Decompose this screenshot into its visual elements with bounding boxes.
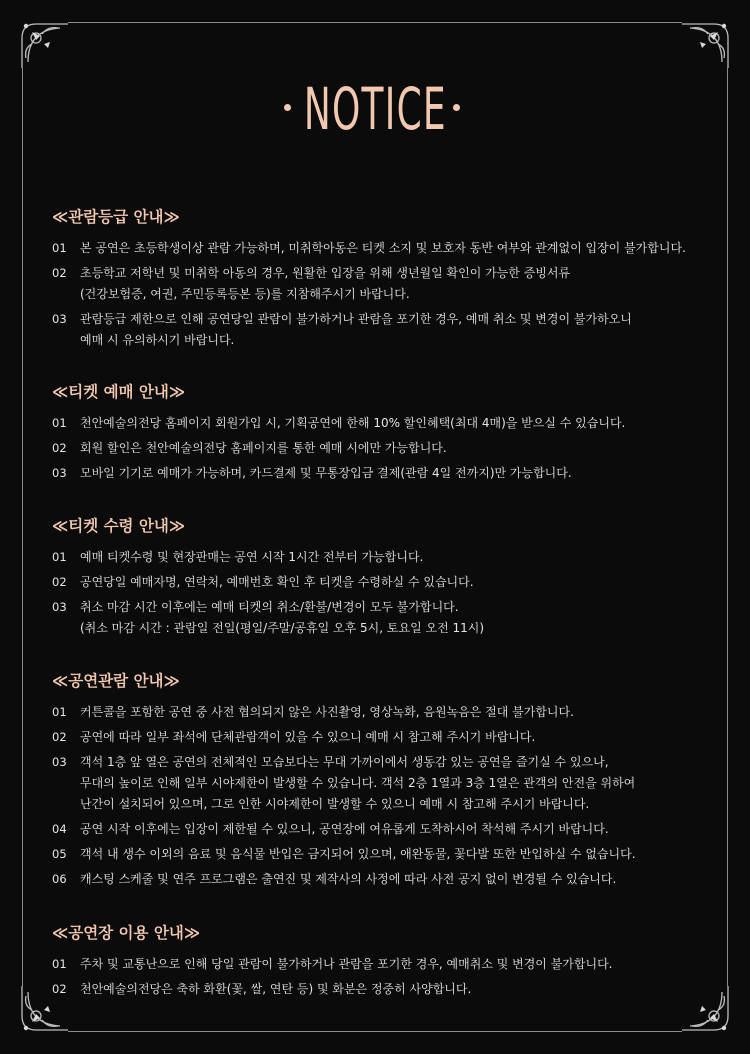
notice-item	[52, 463, 722, 484]
item-text-line: 캐스팅 스케줄 및 연주 프로그램은 출연진 및 제작사의 사정에 따라 사전 공지 없이 변경될 수 있습니다.	[80, 872, 617, 886]
item-text	[80, 572, 722, 593]
notice-item	[52, 438, 722, 459]
item-text	[80, 702, 722, 723]
item-text-line: 객석 내 생수 이외의 음료 및 음식물 반입은 금지되어 있으며, 애완동물, 꽃다발 또한 반입하실 수 없습니다.	[80, 847, 636, 861]
item-text-line: 무대의 높이로 인해 일부 시야제한이 발생할 수 있습니다. 객석 2층 1열과 3층 1열은 관객의 안전을 위하여	[80, 776, 636, 790]
item-text-line: 초등학교 저학년 및 미취학 아동의 경우, 원활한 입장을 위해 생년월일 확인이 가능한 증빙서류	[80, 266, 571, 280]
section-heading: ≪티켓 예매 안내≫	[52, 383, 186, 401]
section-heading: ≪공연관람 안내≫	[52, 672, 180, 690]
item-text-line: 예매 티켓수령 및 현장판매는 공연 시작 1시간 전부터 가능합니다.	[80, 550, 424, 564]
item-text-line: 예매 시 유의하시기 바랍니다.	[80, 333, 235, 347]
item-number: 01	[52, 416, 67, 430]
notice-item	[52, 309, 722, 351]
item-text	[80, 819, 722, 840]
item-text-line: 천안예술의전당 홈페이지 회원가입 시, 기획공연에 한해 10% 할인혜택(최대 4매)을 받으실 수 있습니다.	[80, 416, 626, 430]
item-number: 01	[52, 550, 67, 564]
item-text-line: 본 공연은 초등학생이상 관람 가능하며, 미취학아동은 티켓 소지 및 보호자 동반 여부와 관계없이 입장이 불가합니다.	[80, 241, 686, 255]
item-text	[80, 238, 722, 259]
title-dot-right	[453, 104, 460, 111]
item-number: 02	[52, 575, 67, 589]
item-number: 02	[52, 441, 67, 455]
item-text	[80, 309, 722, 351]
frame-left-line	[22, 68, 23, 986]
item-text	[80, 438, 722, 459]
item-text-line: (취소 마감 시간 : 관람일 전일(평일/주말/공휴일 오후 5시, 토요일 오전 11시)	[80, 621, 485, 635]
notice-item	[52, 572, 722, 593]
item-text	[80, 727, 722, 748]
item-number: 02	[52, 266, 67, 280]
item-number: 03	[52, 466, 67, 480]
item-text-line: 공연에 따라 일부 좌석에 단체관람객이 있을 수 있으니 예매 시 참고해 주시기 바랍니다.	[80, 730, 536, 744]
notice-item	[52, 819, 722, 840]
title-wrap	[0, 64, 750, 154]
item-number: 02	[52, 730, 67, 744]
page-title: NOTICE	[303, 75, 447, 143]
notice-item	[52, 954, 722, 975]
notice-item	[52, 547, 722, 568]
item-number: 03	[52, 600, 67, 614]
item-text	[80, 752, 722, 815]
item-text	[80, 263, 722, 305]
notice-item	[52, 979, 722, 1000]
item-number: 01	[52, 705, 67, 719]
section-heading: ≪공연장 이용 안내≫	[52, 924, 201, 942]
item-text	[80, 413, 722, 434]
item-number: 04	[52, 822, 67, 836]
item-text-line: 천안예술의전당은 축하 화환(꽃, 쌀, 연탄 등) 및 화분은 정중히 사양합니다.	[80, 982, 472, 996]
item-text	[80, 547, 722, 568]
notice-item	[52, 597, 722, 639]
section-heading: ≪관람등급 안내≫	[52, 208, 180, 226]
item-number: 01	[52, 241, 67, 255]
section-heading: ≪티켓 수령 안내≫	[52, 517, 186, 535]
item-number: 01	[52, 957, 67, 971]
item-number: 06	[52, 872, 67, 886]
item-text	[80, 979, 722, 1000]
item-number: 03	[52, 755, 67, 769]
notice-item	[52, 238, 722, 259]
item-text	[80, 844, 722, 865]
item-text-line: 회원 할인은 천안예술의전당 홈페이지를 통한 예매 시에만 가능합니다.	[80, 441, 447, 455]
item-number: 02	[52, 982, 67, 996]
notice-section	[52, 670, 722, 890]
item-text	[80, 463, 722, 484]
item-text-line: 난간이 설치되어 있으며, 그로 인한 시야제한이 발생할 수 있으니 예매 시 참고해 주시기 바랍니다.	[80, 797, 590, 811]
notice-section	[52, 381, 722, 484]
item-text-line: 주차 및 교통난으로 인해 당일 관람이 불가하거나 관람을 포기한 경우, 예매취소 및 변경이 불가합니다.	[80, 957, 613, 971]
notice-item	[52, 869, 722, 890]
notice-item	[52, 702, 722, 723]
item-text-line: 공연당일 예매자명, 연락처, 예매번호 확인 후 티켓을 수령하실 수 있습니다.	[80, 575, 474, 589]
item-text-line: 커튼콜을 포함한 공연 중 사전 협의되지 않은 사진촬영, 영상녹화, 음원녹음은 절대 불가합니다.	[80, 705, 574, 719]
item-text	[80, 597, 722, 639]
frame-top-line	[68, 22, 682, 23]
notice-section	[52, 515, 722, 639]
frame-right-line	[727, 68, 728, 986]
notice-section	[52, 922, 722, 1000]
item-text-line: 공연 시작 이후에는 입장이 제한될 수 있으니, 공연장에 여유롭게 도착하시어 착석해 주시기 바랍니다.	[80, 822, 609, 836]
notice-item	[52, 844, 722, 865]
notice-item	[52, 263, 722, 305]
notice-section	[52, 206, 722, 351]
notice-item	[52, 413, 722, 434]
item-text-line: 관람등급 제한으로 인해 공연당일 관람이 불가하거나 관람을 포기한 경우, 예매 취소 및 변경이 불가하오니	[80, 312, 632, 326]
notice-item	[52, 752, 722, 815]
notice-sections	[52, 206, 722, 1004]
item-text	[80, 869, 722, 890]
item-text-line: 객석 1층 앞 열은 공연의 전체적인 모습보다는 무대 가까이에서 생동감 있는 공연을 즐기실 수 있으나,	[80, 755, 609, 769]
item-number: 03	[52, 312, 67, 326]
item-text-line: (건강보험증, 여권, 주민등록등본 등)를 지참해주시기 바랍니다.	[80, 287, 410, 301]
item-text-line: 모바일 기기로 예매가 가능하며, 카드결제 및 무통장입금 결제(관람 4일 전까지)만 가능합니다.	[80, 466, 572, 480]
item-text	[80, 954, 722, 975]
item-text-line: 취소 마감 시간 이후에는 예매 티켓의 취소/환불/변경이 모두 불가합니다.	[80, 600, 459, 614]
frame-bottom-line	[68, 1031, 682, 1032]
notice-item	[52, 727, 722, 748]
item-number: 05	[52, 847, 67, 861]
